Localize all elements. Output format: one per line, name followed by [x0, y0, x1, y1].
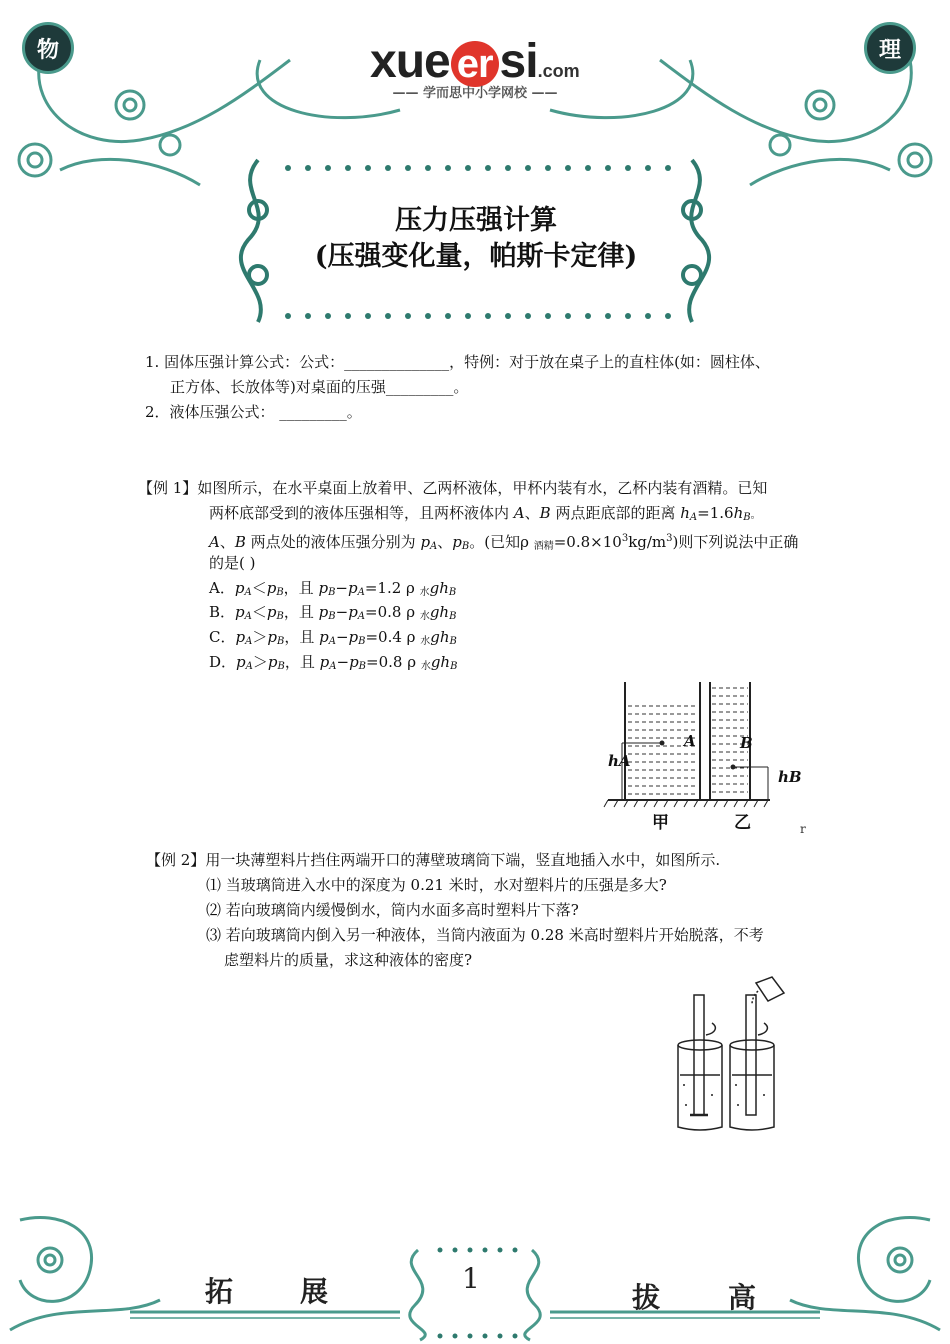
var-p: p — [234, 579, 245, 597]
footer-word-3: 拔 — [632, 1281, 661, 1314]
text: =0.8×10 — [553, 533, 622, 551]
sup: 3 — [666, 533, 673, 544]
var-p: p — [319, 628, 329, 646]
sup: 3 — [621, 533, 629, 544]
page-title: 压力压强计算 — [395, 205, 557, 236]
sub: 水 — [420, 661, 431, 672]
example1-line3 — [209, 526, 798, 559]
footer-word-2: 展 — [300, 1275, 329, 1308]
text: =0.8 ρ — [366, 653, 421, 671]
var-p: p — [267, 628, 277, 646]
label-cup-yi: 乙 — [734, 813, 751, 833]
text: ＞ — [252, 653, 268, 671]
example-label: 【例 2】 — [146, 851, 206, 869]
page-number: 1 — [462, 1262, 480, 1295]
hand-right — [758, 1023, 767, 1035]
beaker-left — [678, 1045, 722, 1130]
sub: B — [448, 587, 457, 598]
text: − — [335, 603, 349, 621]
sub: B — [328, 611, 336, 622]
sub: A — [244, 587, 252, 598]
point-a: A — [209, 533, 220, 551]
var-p: p — [266, 603, 277, 621]
label-cup-jia: 甲 — [652, 813, 669, 833]
subject-badge-left — [22, 22, 74, 74]
sub: A — [245, 636, 253, 647]
example1-line1 — [138, 476, 767, 501]
var-p: p — [420, 533, 431, 551]
sub: B — [358, 636, 366, 647]
text: ＜ — [251, 603, 267, 621]
text: ，且 — [283, 579, 319, 597]
var-p: p — [235, 628, 246, 646]
example2-q3-line2: 虑塑料片的质量，求这种液体的密度? — [224, 951, 473, 969]
label-ha: hA — [608, 752, 631, 770]
sub: A — [245, 661, 253, 672]
text: 。 — [750, 510, 761, 521]
var-p: p — [349, 653, 359, 671]
example-label: 【例 1】 — [138, 479, 198, 497]
subject-badge-right — [864, 22, 916, 74]
option-d[interactable] — [209, 650, 457, 679]
text: =1.6 — [697, 504, 734, 522]
hand-left — [706, 1023, 715, 1035]
page-subtitle: (压强变化量，帕斯卡定律) — [314, 241, 638, 272]
text: 两点处的液体压强分别为 — [245, 533, 421, 551]
text: − — [336, 653, 350, 671]
text: 、 — [524, 504, 540, 522]
text: gh — [430, 628, 450, 646]
text: 、 — [437, 533, 453, 551]
sub: A — [357, 611, 366, 622]
intro-q2: 2．液体压强公式： _________。 — [145, 403, 362, 421]
example1-line4: 的是( ) — [209, 554, 256, 572]
logo-er-badge: er — [451, 41, 499, 87]
option-key: C． — [209, 628, 236, 646]
sub: 水 — [419, 587, 430, 598]
label-hb: hB — [778, 768, 802, 786]
intro-q1-line2: 正方体、长放体等)对桌面的压强_________。 — [170, 378, 469, 396]
sub: B — [450, 661, 458, 672]
text: ＞ — [252, 628, 268, 646]
example2-q1: ⑴ 当玻璃筒进入水中的深度为 0.21 米时，水对塑料片的压强是多大? — [206, 876, 667, 894]
text: )则下列说法中正确 — [672, 533, 799, 551]
example2-q3-line1: ⑶ 若向玻璃筒内倒入另一种液体，当筒内液面为 0.28 米高时塑料片开始脱落，不考 — [206, 926, 764, 944]
text: ＜ — [251, 579, 267, 597]
sub: A — [357, 587, 365, 598]
option-key: B． — [209, 603, 236, 621]
logo-domain: .com — [537, 61, 580, 81]
text: 。(已知ρ — [469, 533, 534, 551]
sub: B — [358, 661, 367, 672]
point-b-dot — [731, 765, 736, 770]
var-p: p — [267, 653, 278, 671]
tube-left — [694, 995, 704, 1115]
logo-part: si — [499, 35, 538, 88]
footer-word-1: 拓 — [205, 1275, 234, 1308]
logo-subtitle: —— 学而思中小学网校 —— — [392, 86, 558, 101]
text: 两杯底部受到的液体压强相等，且两杯液体内 — [209, 504, 514, 522]
point-b: B — [234, 533, 246, 551]
sub: A — [244, 611, 252, 622]
sub: B — [277, 661, 285, 672]
sub: B — [276, 636, 285, 647]
footer-word-4: 高 — [728, 1281, 757, 1314]
sub: B — [461, 541, 470, 552]
sub: B — [276, 611, 284, 622]
sub: 酒精 — [533, 541, 554, 552]
text: − — [335, 628, 349, 646]
var-p: p — [266, 579, 277, 597]
sub: 水 — [419, 611, 430, 622]
tube-beaker-figure — [672, 975, 802, 1135]
text: − — [335, 579, 348, 597]
text: =1.2 ρ — [364, 579, 420, 597]
sub: B — [328, 587, 336, 598]
var-h: h — [680, 504, 690, 522]
var-p: p — [348, 579, 358, 597]
var-p: p — [348, 603, 358, 621]
text: =0.4 ρ — [365, 628, 421, 646]
beaker-right — [730, 1045, 774, 1130]
text: ，且 — [284, 653, 320, 671]
two-cups-figure — [600, 676, 815, 841]
stray-mark: r — [800, 822, 806, 836]
var-p: p — [452, 533, 462, 551]
text: 两点距底部的距离 — [550, 504, 681, 522]
var-p: p — [348, 628, 359, 646]
brand-logo — [370, 34, 580, 89]
option-key: D． — [209, 653, 237, 671]
text: =0.8 ρ — [365, 603, 420, 621]
text: kg/m — [628, 533, 667, 551]
badge-text: 物 — [36, 37, 59, 63]
tube-right — [746, 995, 756, 1115]
sub: B — [276, 587, 284, 598]
point-b: B — [539, 504, 551, 522]
var-p: p — [235, 603, 245, 621]
pouring-cup — [756, 977, 784, 1001]
var-p: p — [318, 603, 329, 621]
var-p: p — [318, 579, 329, 597]
logo-part: xue — [370, 35, 450, 88]
text: ，且 — [284, 628, 320, 646]
text: ，且 — [283, 603, 319, 621]
sub: A — [329, 661, 337, 672]
option-key: A． — [209, 579, 235, 597]
text: gh — [429, 579, 449, 597]
badge-text: 理 — [878, 37, 901, 63]
text: 用一块薄塑料片挡住两端开口的薄壁玻璃筒下端，竖直地插入水中，如图所示. — [205, 851, 721, 869]
example2-line1 — [146, 848, 720, 873]
sub: B — [449, 636, 457, 647]
text: gh — [429, 603, 450, 621]
var-p: p — [319, 653, 330, 671]
text: 如图所示，在水平桌面上放着甲、乙两杯液体，甲杯内装有水，乙杯内装有酒精。已知 — [197, 479, 768, 497]
label-b: B — [740, 734, 753, 752]
label-a: A — [684, 732, 696, 750]
point-a-dot — [660, 741, 665, 746]
sub: B — [449, 611, 457, 622]
text: 、 — [219, 533, 235, 551]
sub: A — [430, 541, 438, 552]
sub: B — [743, 512, 751, 523]
example2-q2: ⑵ 若向玻璃筒内缓慢倒水，筒内水面多高时塑料片下落? — [206, 901, 579, 919]
intro-q1-line1: 1. 固体压强计算公式：公式：______________，特例：对于放在桌子上的直柱体(如：圆柱体、 — [145, 353, 770, 371]
sub: A — [689, 512, 698, 523]
point-a: A — [513, 504, 525, 522]
text: gh — [430, 653, 451, 671]
var-p: p — [236, 653, 246, 671]
sub: A — [328, 636, 336, 647]
var-h: h — [733, 504, 744, 522]
sub: 水 — [420, 636, 431, 647]
